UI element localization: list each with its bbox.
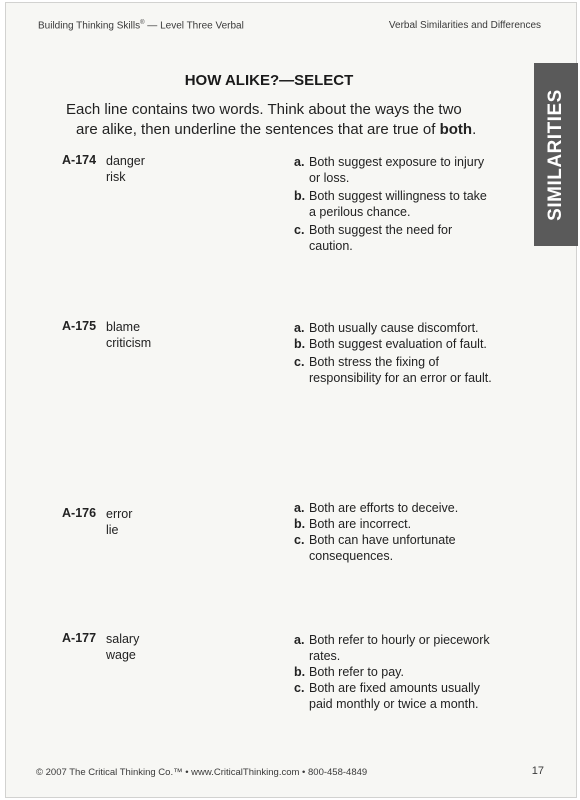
option-letter: b. (294, 189, 306, 203)
instructions-line-2-text: are alike, then underline the sentences that are true of (76, 121, 440, 138)
option-text[interactable]: Both suggest evaluation of fault. (309, 337, 487, 351)
option-list (294, 632, 494, 712)
workbook-page (5, 2, 577, 798)
page-number: 17 (531, 765, 544, 777)
option-text[interactable]: Both suggest exposure to injury or loss. (309, 155, 485, 185)
word-pair (106, 631, 139, 663)
option-list (294, 320, 494, 386)
option-letter: b. (294, 665, 306, 679)
option-letter: a. (294, 501, 305, 515)
instructions-period: . (472, 121, 477, 138)
instructions-emphasis: both (439, 121, 473, 138)
word-pair (106, 153, 145, 185)
option-text[interactable]: Both refer to hourly or piecework rates. (309, 633, 490, 663)
registered-mark: ® (140, 20, 145, 26)
word-two: criticism (106, 336, 152, 350)
option-c[interactable] (294, 532, 494, 564)
item-number: A-177 (62, 631, 97, 645)
option-c[interactable] (294, 354, 494, 386)
copyright-footer: © 2007 The Critical Thinking Co.™ • www.CriticalThinking.com • 800-458-4849 (36, 767, 368, 778)
section-title: Verbal Similarities and Differences (388, 20, 541, 31)
option-letter: c. (294, 681, 305, 695)
option-a[interactable] (294, 154, 494, 186)
option-text[interactable]: Both are fixed amounts usually paid monthly or twice a month. (309, 681, 480, 711)
option-text[interactable]: Both are efforts to deceive. (309, 501, 459, 515)
item-number: A-175 (62, 319, 97, 333)
option-a[interactable] (294, 500, 494, 516)
word-one: salary (106, 632, 140, 646)
option-text[interactable]: Both suggest the need for caution. (309, 223, 453, 253)
instructions-line-2 (66, 120, 536, 140)
option-b[interactable] (294, 516, 494, 532)
option-letter: a. (294, 321, 305, 335)
running-header-left (38, 20, 244, 31)
word-two: risk (106, 170, 126, 184)
option-a[interactable] (294, 320, 494, 336)
option-text[interactable]: Both can have unfortunate consequences. (309, 533, 456, 563)
option-letter: a. (294, 155, 305, 169)
option-text[interactable]: Both stress the fixing of responsibility for an error or fault. (309, 355, 492, 385)
item-number: A-174 (62, 153, 97, 167)
word-one: blame (106, 320, 141, 334)
word-one: danger (106, 154, 145, 168)
instructions-line-1: Each line contains two words. Think about the ways the two (66, 101, 462, 118)
side-tab-label: SIMILARITIES (545, 88, 566, 221)
book-level: — Level Three Verbal (144, 20, 244, 32)
option-a[interactable] (294, 632, 494, 664)
similarities-side-tab (534, 63, 578, 246)
item-number: A-176 (62, 506, 97, 520)
option-text[interactable]: Both suggest willingness to take a perilous chance. (309, 189, 487, 219)
option-b[interactable] (294, 336, 494, 352)
option-c[interactable] (294, 222, 494, 254)
word-pair (106, 506, 132, 538)
option-letter: b. (294, 517, 306, 531)
option-b[interactable] (294, 664, 494, 680)
option-text[interactable]: Both usually cause discomfort. (309, 321, 479, 335)
instructions (66, 100, 536, 140)
option-letter: a. (294, 633, 305, 647)
word-two: lie (106, 523, 119, 537)
book-series-title: Building Thinking Skills (38, 20, 141, 32)
option-text[interactable]: Both refer to pay. (309, 665, 404, 679)
option-list (294, 154, 494, 254)
option-letter: c. (294, 223, 305, 237)
option-c[interactable] (294, 680, 494, 712)
word-one: error (106, 507, 133, 521)
word-two: wage (106, 648, 136, 662)
word-pair (106, 319, 151, 351)
option-b[interactable] (294, 188, 494, 220)
option-letter: c. (294, 355, 305, 369)
option-text[interactable]: Both are incorrect. (309, 517, 412, 531)
option-list (294, 500, 494, 564)
option-letter: c. (294, 533, 305, 547)
page-title: HOW ALIKE?—SELECT (184, 72, 354, 89)
option-letter: b. (294, 337, 306, 351)
